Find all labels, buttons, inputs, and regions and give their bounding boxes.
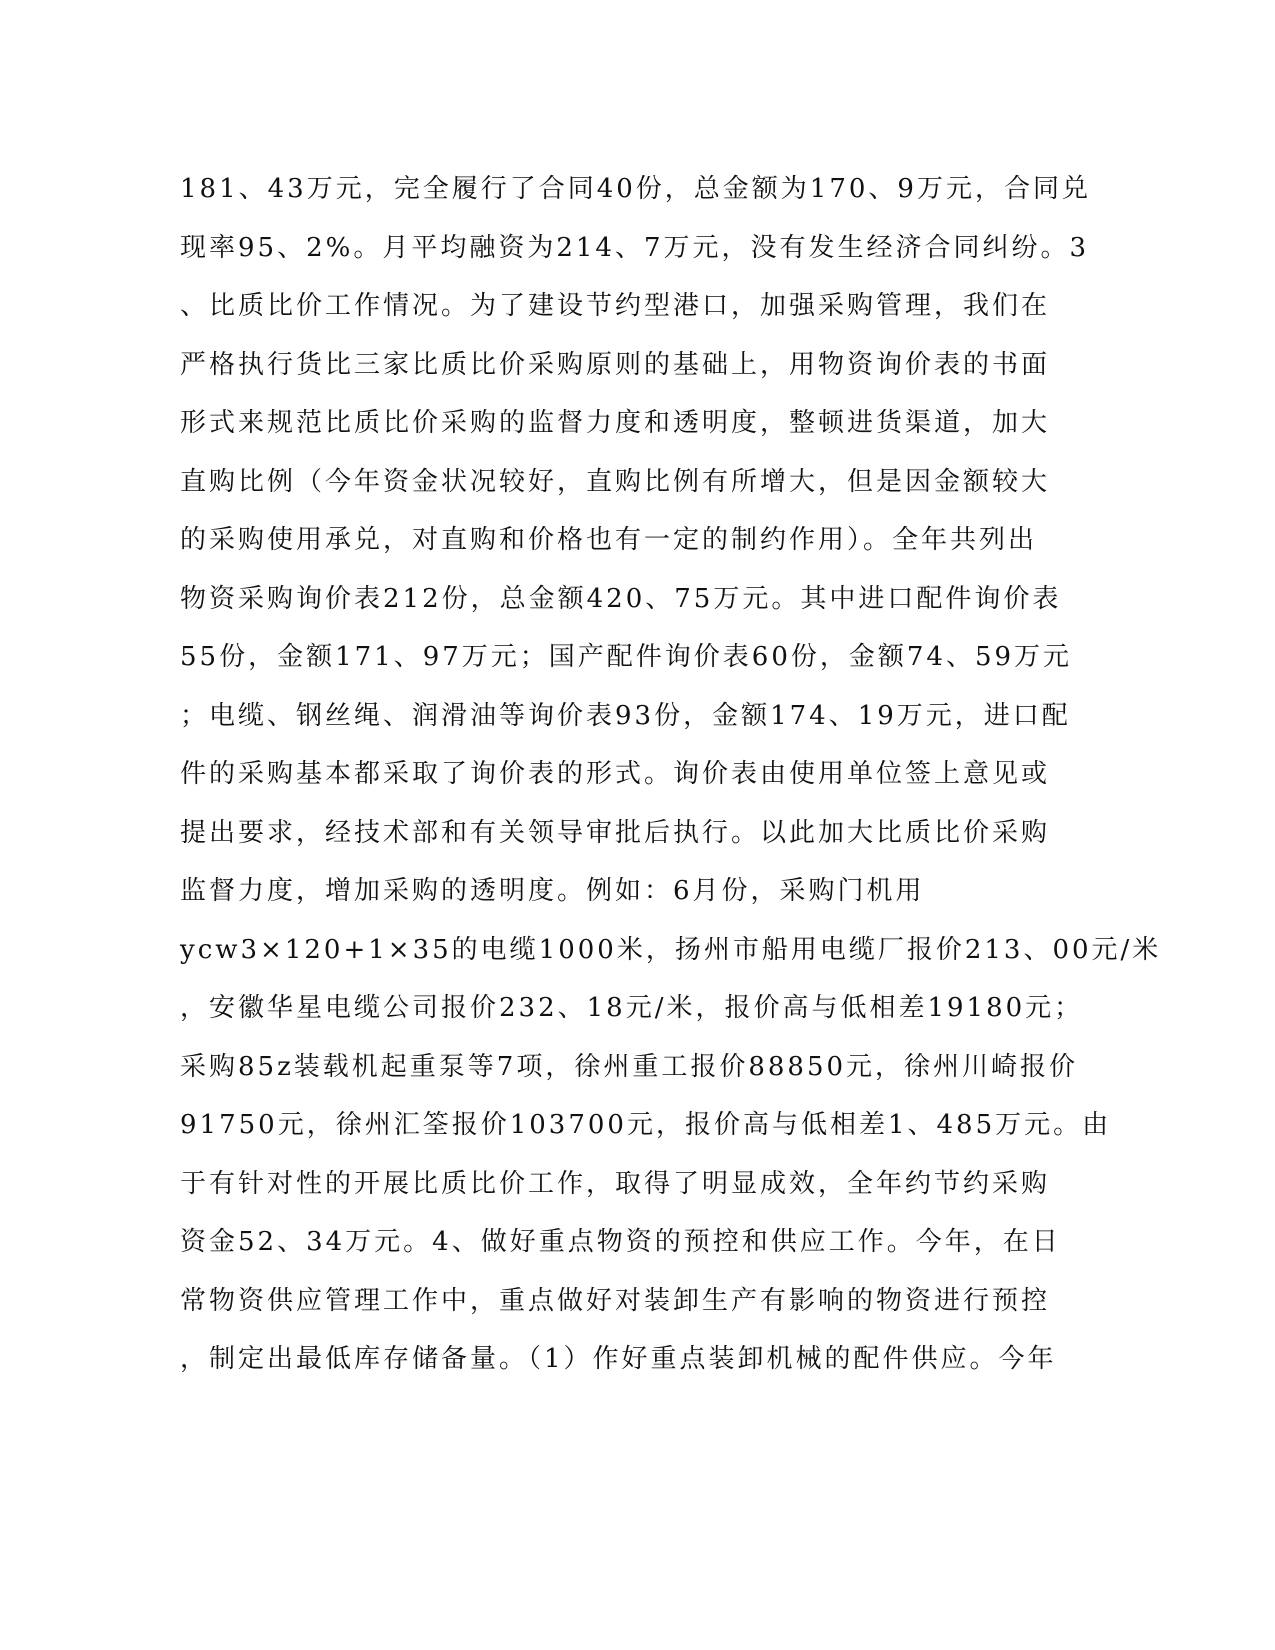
text-line-10: ；电缆、钢丝绳、润滑油等询价表93份，金额174、19万元，进口配 [180,700,1071,731]
text-line-15: ，安徽华星电缆公司报价232、18元/米，报价高与低相差19180元； [180,993,1084,1023]
text-line-4: 严格执行货比三家比质比价采购原则的基础上，用物资询价表的书面 [180,349,1051,380]
text-line-13: 监督力度，增加采购的透明度。例如：6月份，采购门机用 [180,876,925,906]
text-line-7: 的采购使用承兑，对直购和价格也有一定的制约作用）。全年共列出 [180,525,1038,555]
text-line-20: 常物资供应管理工作中，重点做好对装卸生产有影响的物资进行预控 [180,1285,1051,1316]
text-line-5: 形式来规范比质比价采购的监督力度和透明度，整顿进货渠道，加大 [180,408,1051,438]
text-line-19: 资金52、34万元。4、做好重点物资的预控和供应工作。今年，在日 [180,1227,1061,1257]
text-line-1: 181、43万元，完全履行了合同40份，总金额为170、9万元，合同兑 [180,174,1091,204]
text-line-12: 提出要求，经技术部和有关领导审批后执行。以此加大比质比价采购 [180,817,1051,848]
text-line-3: 、比质比价工作情况。为了建设节约型港口，加强采购管理，我们在 [180,291,1051,321]
text-line-6: 直购比例（今年资金状况较好，直购比例有所增大，但是因金额较大 [180,466,1051,497]
text-line-9: 55份，金额171、97万元；国产配件询价表60份，金额74、59万元 [180,642,1073,672]
text-line-2: 现率95、2%。月平均融资为214、7万元，没有发生经济合同纠纷。3 [180,232,1090,263]
text-line-8: 物资采购询价表212份，总金额420、75万元。其中进口配件询价表 [180,583,1062,614]
text-line-14: ycw3×120+1×35的电缆1000米，扬州市船用电缆厂报价213、00元/米 [180,934,1162,965]
body-text [180,160,1162,1389]
text-line-16: 采购85z装载机起重泵等7项，徐州重工报价88850元，徐州川崎报价 [180,1051,1079,1082]
text-line-11: 件的采购基本都采取了询价表的形式。询价表由使用单位签上意见或 [180,759,1051,789]
text-line-17: 91750元，徐州汇筌报价103700元，报价高与低相差1、485万元。由 [180,1110,1112,1140]
text-line-18: 于有针对性的开展比质比价工作，取得了明显成效，全年约节约采购 [180,1168,1051,1199]
text-line-21: ，制定出最低库存储备量。（1）作好重点装卸机械的配件供应。今年 [180,1344,1057,1374]
